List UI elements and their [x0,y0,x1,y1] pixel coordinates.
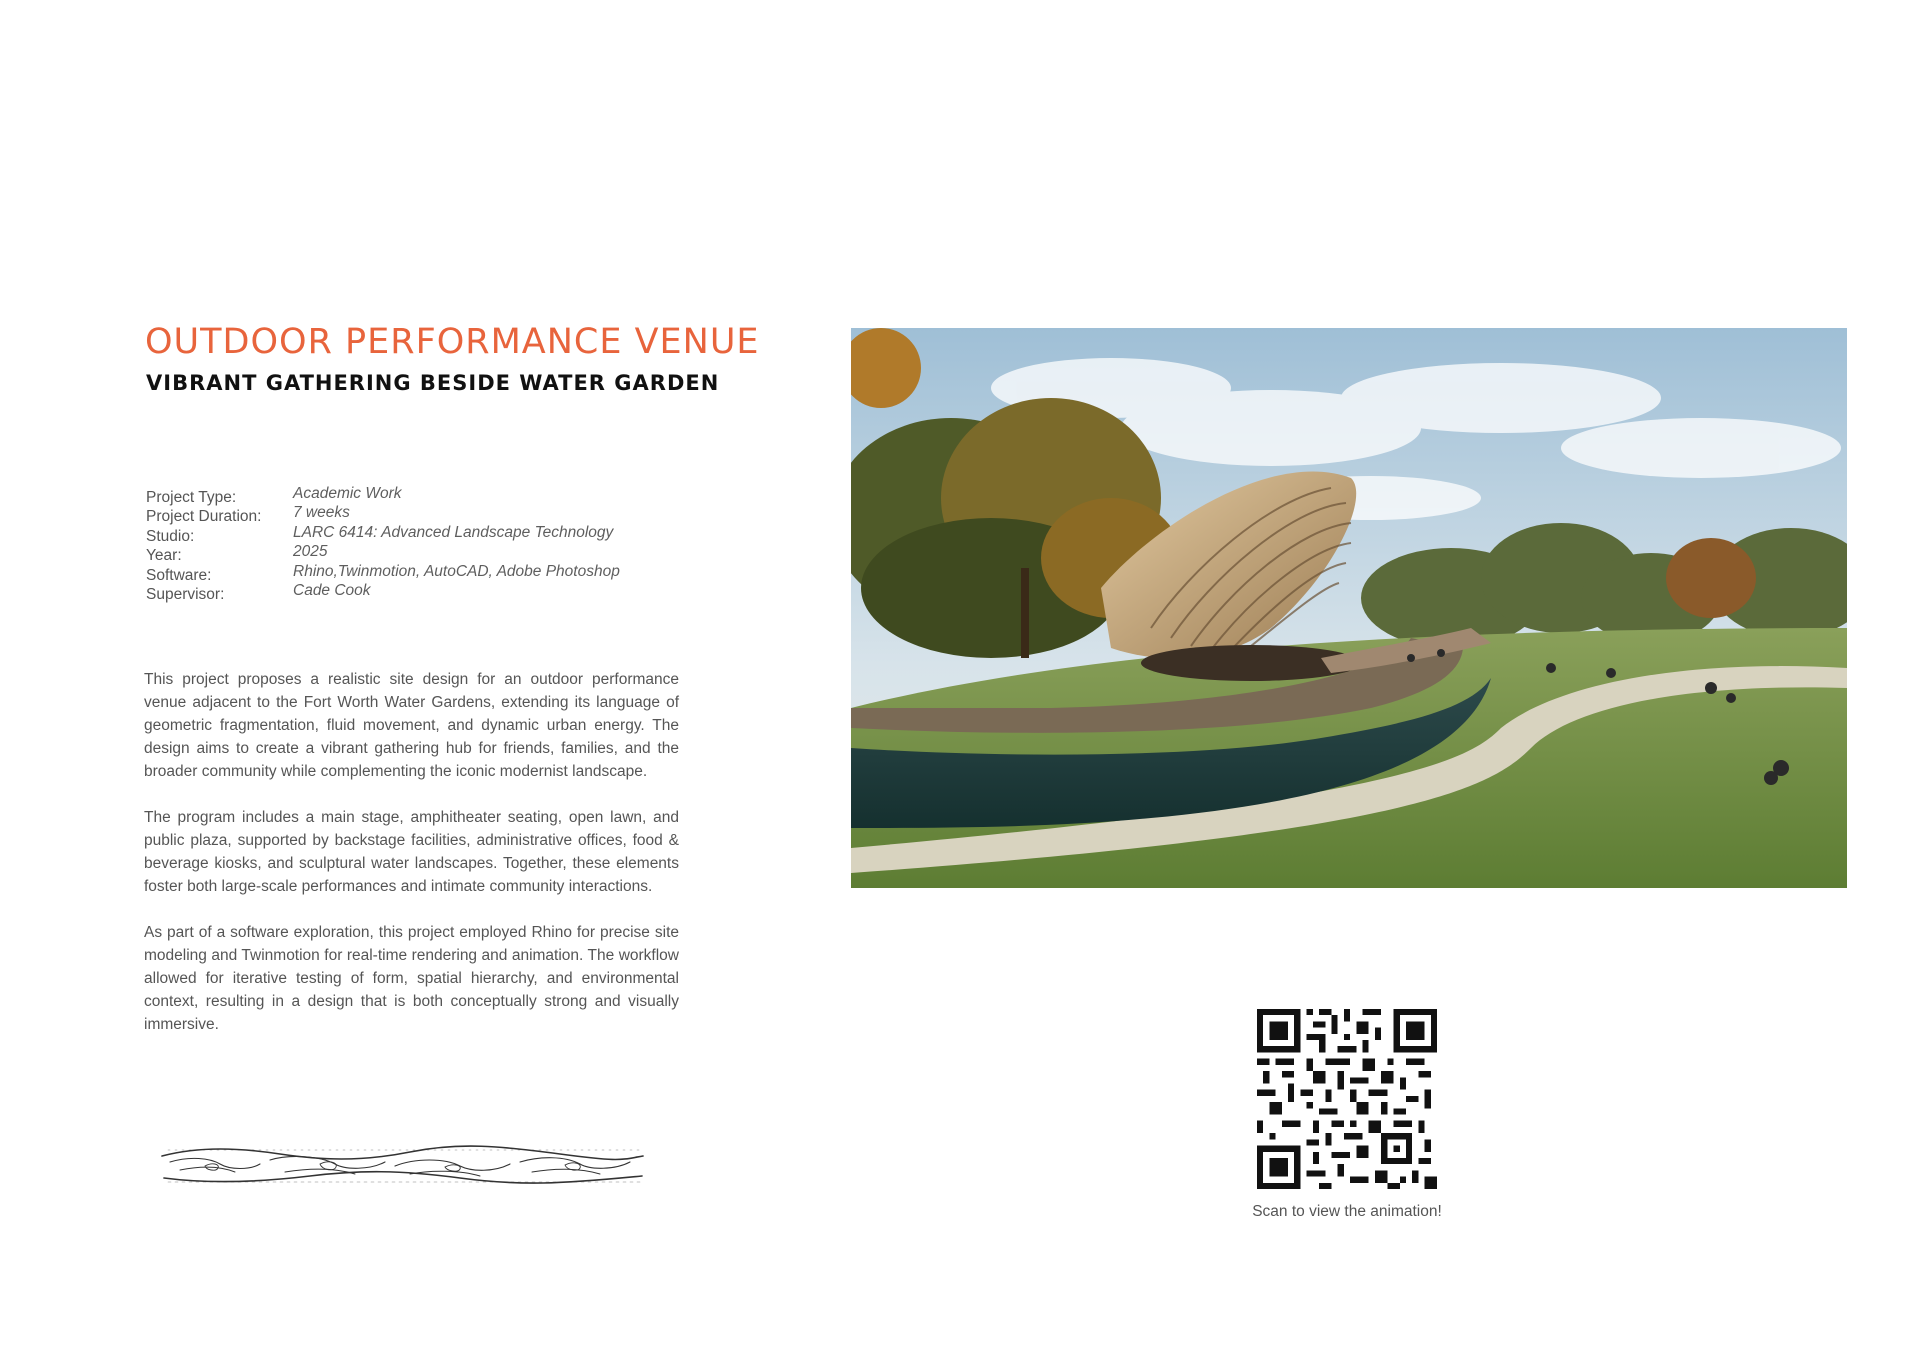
project-info-value: Academic Work [293,485,402,502]
project-info-row [146,583,706,602]
project-info-label: Project Type: [146,489,237,506]
project-info-row [146,486,706,505]
project-info-list [146,486,706,602]
project-title: OUTDOOR PERFORMANCE VENUE [145,322,760,362]
project-info-label: Year: [146,547,182,565]
description-paragraph: As part of a software exploration, this project employed Rhino for precise site modeling and Twinmotion for real-time rendering and animation. The workflow allowed for iterative testing of form, spatial hierarchy, and environmental context, resulting in a design that is both conceptually strong and visually immersive. [144,924,679,1033]
qr-code[interactable] [1257,1009,1437,1189]
project-info-value: LARC 6414: Advanced Landscape Technology [293,523,614,541]
description-paragraph: This project proposes a realistic site design for an outdoor performance venue adjacent to the Fort Worth Water Gardens, extending its language of geometric fragmentation, fluid movement, and dynamic urban energy. The design aims to create a vibrant gathering hub for friends, families, and the broader community while complementing the iconic modernist landscape. [144,671,679,780]
project-info-row [146,525,706,544]
project-info-label: Project Duration: [146,508,262,526]
project-subtitle: VIBRANT GATHERING BESIDE WATER GARDEN [146,371,720,395]
project-info-row [146,564,706,583]
project-info-label: Software: [146,566,212,584]
project-description [144,668,679,1059]
project-info-value: Cade Cook [293,581,371,599]
project-info-label: Supervisor: [146,585,225,603]
project-info-value: 2025 [293,543,328,561]
qr-caption: Scan to view the animation! [1252,1203,1442,1220]
description-paragraph: The program includes a main stage, amphitheater seating, open lawn, and public plaza, supported by backstage facilities, administrative offices, food & beverage kiosks, and sculptural water landscapes. Together, these elements foster both large-scale performances and intimate community interactions. [144,809,679,895]
water-sketch-illustration [160,1142,645,1188]
project-info-value: 7 weeks [293,504,350,522]
venue-rendering-image [851,328,1847,888]
project-info-value: Rhino,Twinmotion, AutoCAD, Adobe Photoshop [293,562,620,580]
project-info-label: Studio: [146,527,195,545]
